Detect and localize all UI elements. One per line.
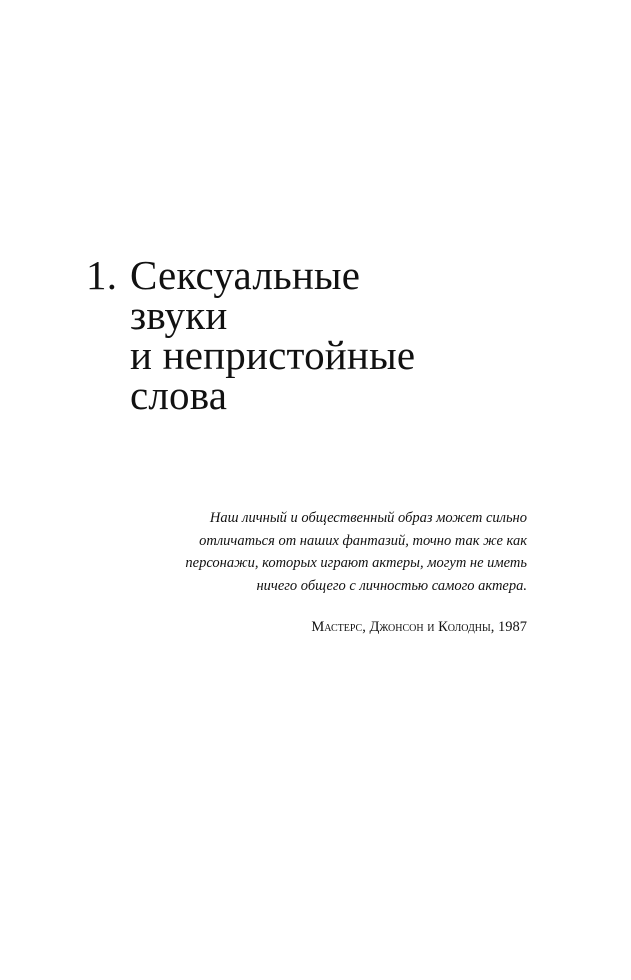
attribution-authors: Мастерс, Джонсон и Колодны, [311, 619, 495, 635]
epigraph-line: отличаться от наших фантазий, точно так же как [199, 532, 527, 549]
chapter-heading [86, 252, 546, 418]
chapter-title-line-2: звуки [130, 292, 228, 338]
epigraph-attribution [150, 617, 527, 637]
chapter-title-line-4: слова [130, 372, 228, 418]
chapter-title-line-3: и непристойные [130, 332, 416, 378]
chapter-title-part: Сексуальные [130, 252, 361, 298]
epigraph-line: персонажи, которых играют актеры, могут не иметь [185, 555, 527, 571]
chapter-title-line-1 [86, 252, 546, 298]
epigraph-line: Наш личный и общественный образ может сильно [209, 510, 527, 526]
chapter-number: 1. [86, 252, 118, 298]
epigraph-line: ничего общего с личностью самого актера. [256, 577, 527, 594]
epigraph [150, 507, 527, 597]
attribution-year: 1987 [498, 619, 527, 635]
